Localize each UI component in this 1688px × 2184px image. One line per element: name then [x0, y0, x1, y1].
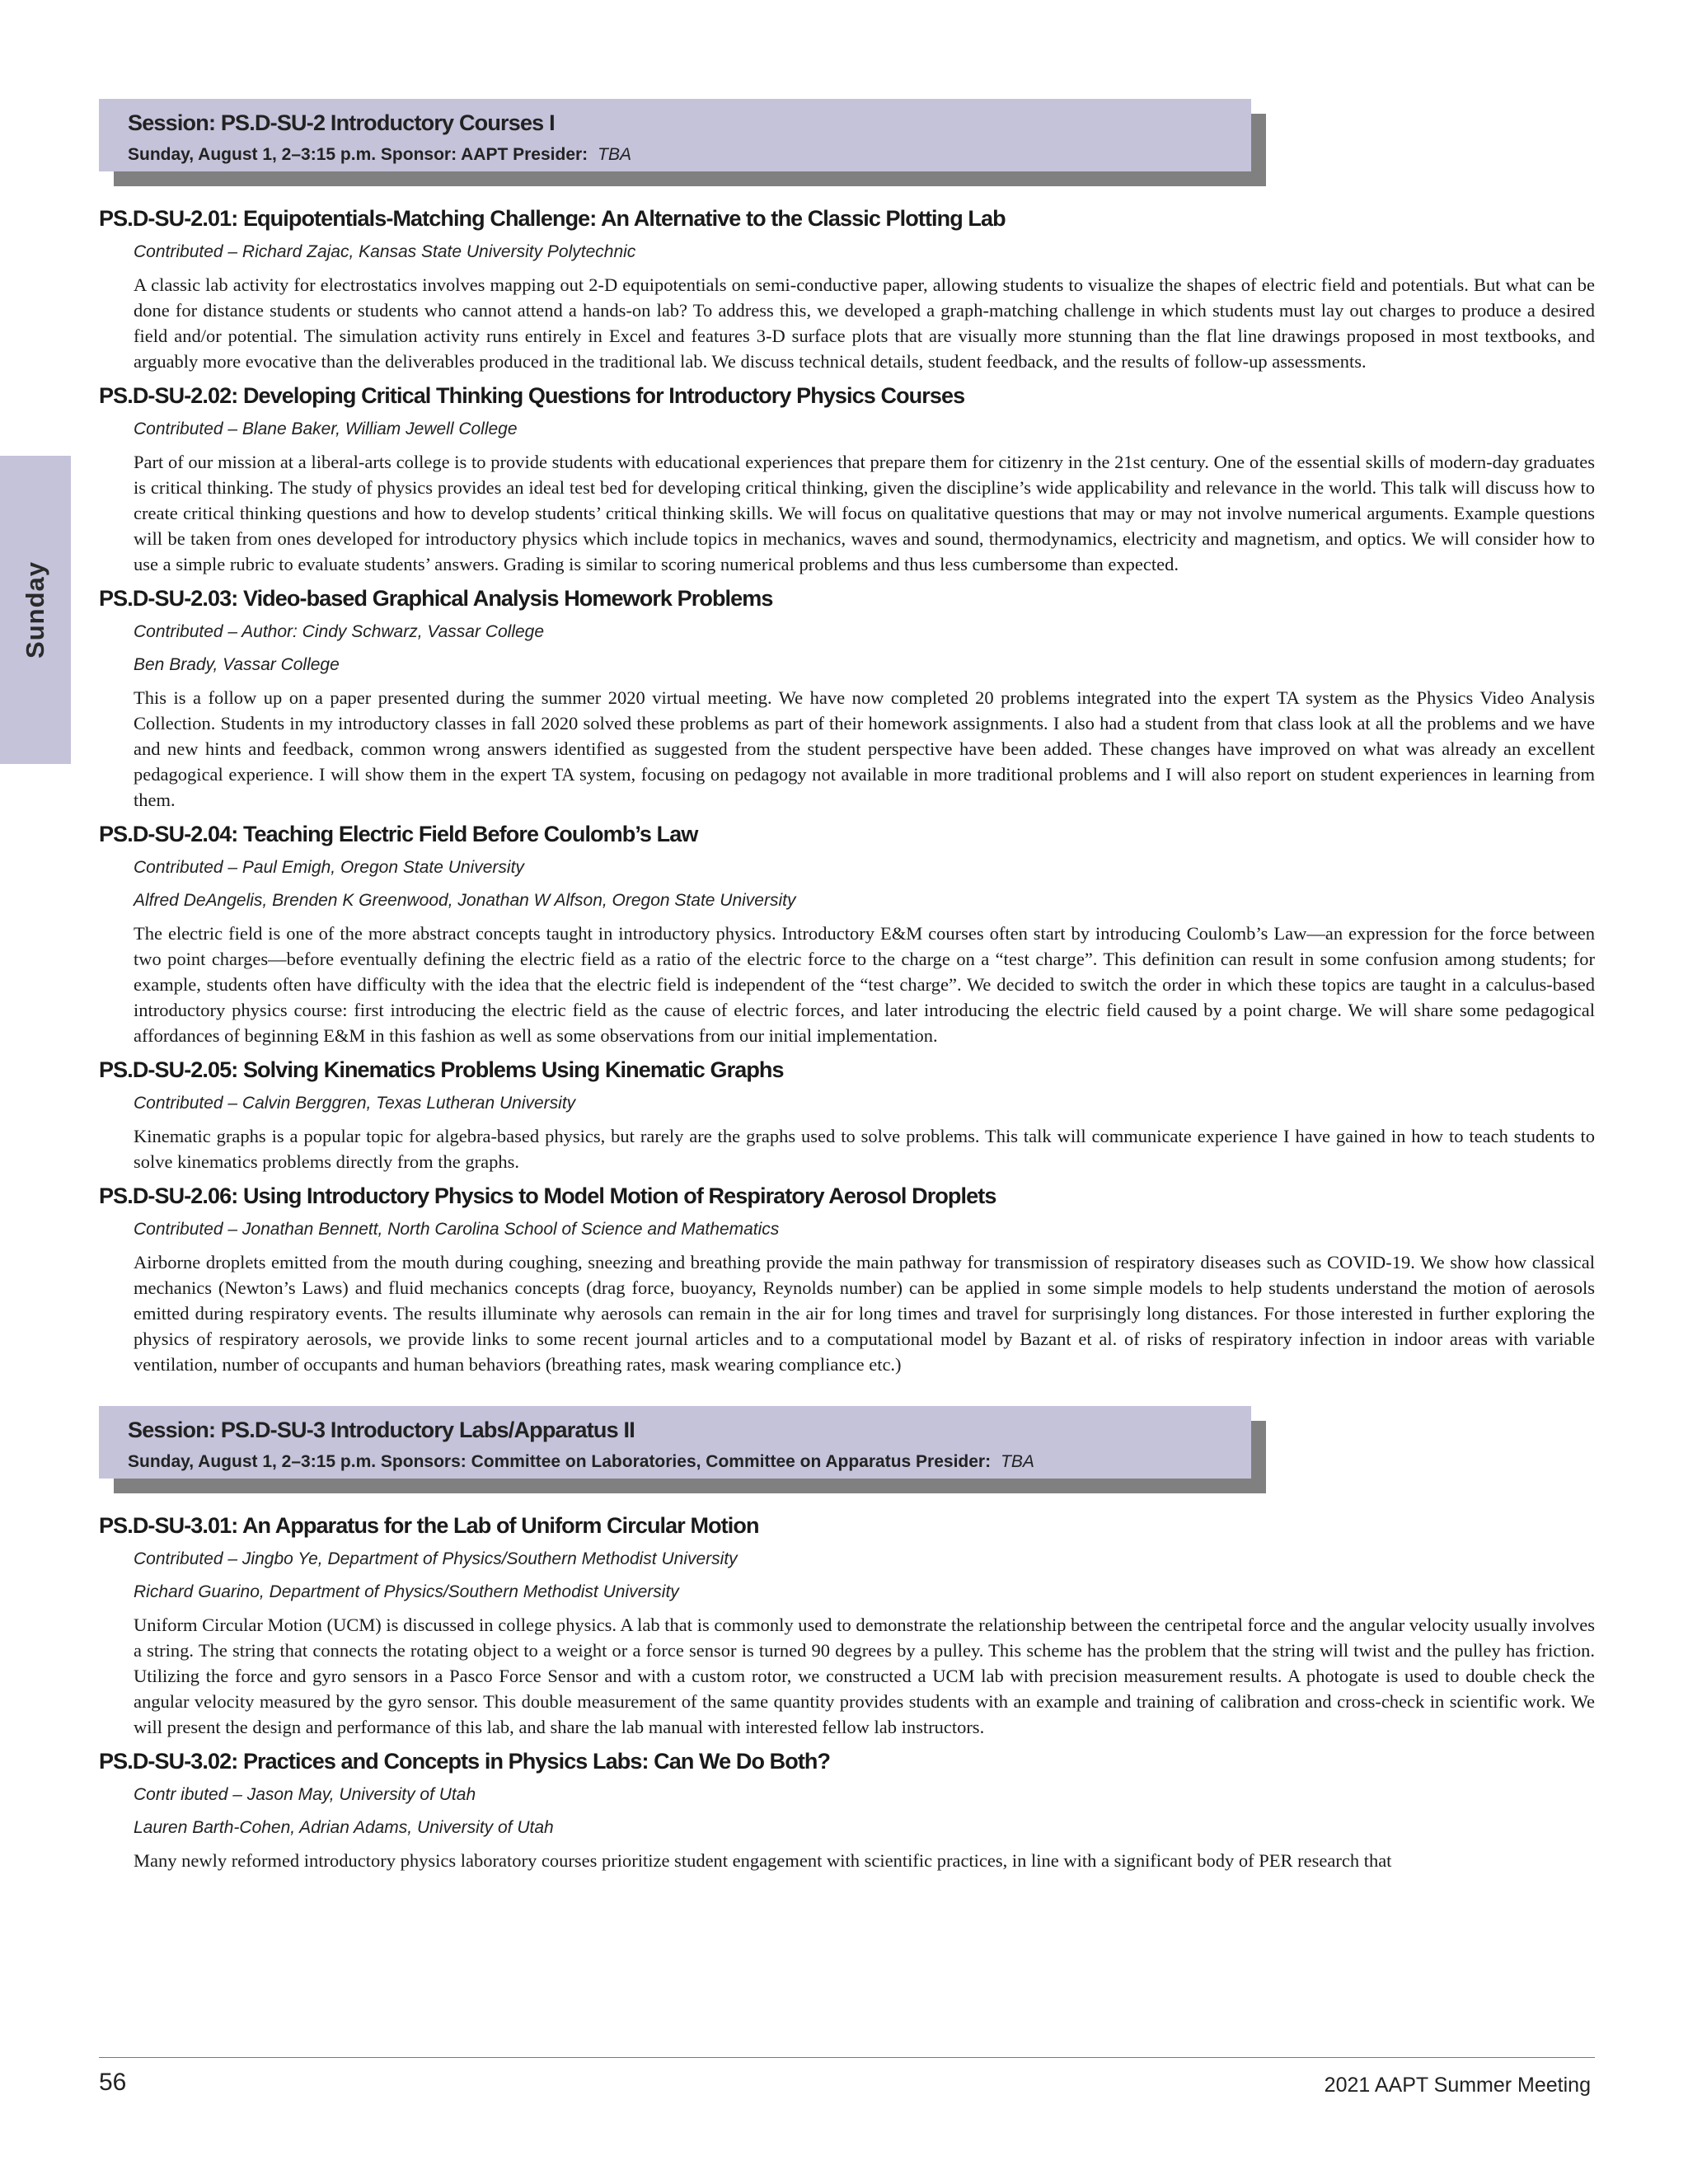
page-content [99, 99, 1595, 1881]
session-presider: TBA [598, 145, 632, 164]
session-meta [128, 1452, 1034, 1472]
abstract [99, 1056, 1595, 1174]
abstract-title: PS.D-SU-2.06: Using Introductory Physics to Model Motion of Respiratory Aerosol Droplets [99, 1183, 996, 1208]
abstract [99, 382, 1595, 577]
side-tab [0, 456, 71, 764]
session-title: Session: PS.D-SU-3 Introductory Labs/Apparatus II [128, 1418, 635, 1442]
abstract-title: PS.D-SU-2.04: Teaching Electric Field Before Coulomb’s Law [99, 822, 698, 846]
page-number: 56 [99, 2069, 127, 2096]
abstract-title: PS.D-SU-2.02: Developing Critical Thinking Questions for Introductory Physics Courses [99, 383, 965, 408]
abstract [99, 584, 1595, 813]
abstract-title: PS.D-SU-2.05: Solving Kinematics Problems Using Kinematic Graphs [99, 1057, 784, 1082]
abstract-title: PS.D-SU-2.01: Equipotentials-Matching Challenge: An Alternative to the Classic Plotting Lab [99, 206, 1006, 231]
abstract-body: A classic lab activity for electrostatics involves mapping out 2-D equipotentials on semi-conductive paper, allowing students to visualize the shapes of electric field and potentials. But what can be done for distance students or students who cannot attend a hands-on lab? To address this, we developed a graph-matching challenge in which students must lay out charges to produce a desired field and/or potential. The simulation activity runs entirely in Excel and features 3-D surface plots that are visually more stunning than the flat line drawings proposed in most textbooks, and arguably more evocative than the deliverables produced in the traditional lab. We discuss technical details, student feedback, and the results of follow-up assessments. [134, 274, 1595, 372]
footer-rule [99, 2057, 1595, 2058]
abstract [99, 204, 1595, 374]
abstract-byline: Contributed – Calvin Berggren, Texas Lutheran University [134, 1094, 576, 1113]
abstract-byline: Contributed – Jingbo Ye, Department of Physics/Southern Methodist University [134, 1549, 738, 1568]
abstract-title: PS.D-SU-3.02: Practices and Concepts in Physics Labs: Can We Do Both? [99, 1749, 831, 1774]
abstract-coauthors: Lauren Barth-Cohen, Adrian Adams, University of Utah [134, 1818, 554, 1837]
abstract [99, 1511, 1595, 1740]
abstract-byline: Contributed – Jonathan Bennett, North Carolina School of Science and Mathematics [134, 1220, 780, 1239]
abstract-byline: Contributed – Richard Zajac, Kansas State University Polytechnic [134, 242, 636, 261]
session-presider: TBA [1001, 1452, 1034, 1471]
abstract-body: Airborne droplets emitted from the mouth during coughing, sneezing and breathing provide the main pathway for transmission of respiratory diseases such as COVID-19. We show how classical mechanics (Newton’s Laws) and fluid mechanics concepts (drag force, buoyancy, Reynolds number) can be applied in some simple models to help students understand the motion of aerosols emitted during respiratory events. The results illuminate why aerosols can remain in the air for long times and travel for surprisingly long distances. For those interested in further exploring the physics of respiratory aerosols, we provide links to some recent journal articles and to a computational model by Bazant et al. of risks of respiratory infection in indoor areas with variable ventilation, number of occupants and human behaviors (breathing rates, mask wearing compliance etc.) [134, 1252, 1595, 1375]
abstract-coauthors: Alfred DeAngelis, Brenden K Greenwood, Jonathan W Alfson, Oregon State University [134, 891, 796, 910]
abstract-title: PS.D-SU-3.01: An Apparatus for the Lab of Uniform Circular Motion [99, 1513, 759, 1538]
session-meta-text: Sunday, August 1, 2–3:15 p.m. Sponsor: AAPT Presider: [128, 145, 588, 164]
session-spacer [99, 1385, 1595, 1406]
abstract-coauthors: Richard Guarino, Department of Physics/Southern Methodist University [134, 1582, 679, 1601]
session-header-box [99, 1406, 1251, 1479]
abstract-byline: Contributed – Blane Baker, William Jewell College [134, 419, 518, 438]
abstract-coauthors: Ben Brady, Vassar College [134, 655, 340, 674]
abstract-body: This is a follow up on a paper presented during the summer 2020 virtual meeting. We have now completed 20 problems integrated into the expert TA system as the Physics Video Analysis Collection. Students in my introductory classes in fall 2020 solved these problems as part of their homework assignments. I also had a student from that class look at all the problems and we have and new hints and feedback, common wrong answers identified as suggested from the student perspective have been added. These changes have improved on what was already an excellent pedagogical experience. I will show them in the expert TA system, focusing on pedagogy not available in more traditional problems and I will also report on student experiences in learning from them. [134, 687, 1595, 810]
session-header [99, 1406, 1595, 1495]
session-title: Session: PS.D-SU-2 Introductory Courses I [128, 110, 555, 135]
abstract-body: The electric field is one of the more abstract concepts taught in introductory physics. Introductory E&M courses often start by introducing Coulomb’s Law—an expression for the force between two point charges—before eventually defining the electric field as a ratio of the electric force to the charge on a “test charge”. This definition can result in some confusion among students; for example, students often have difficulty with the idea that the electric field is independent of the “test charge”. We decided to switch the order in which these topics are taught in a calculus-based introductory physics course: first introducing the electric field as the cause of electric forces, and later introducing the electric field caused by a point charge. We will share some pedagogical affordances of beginning E&M in this fashion as well as some observations from our initial implementation. [134, 923, 1595, 1046]
abstract [99, 1182, 1595, 1377]
abstract-title: PS.D-SU-2.03: Video-based Graphical Analysis Homework Problems [99, 586, 773, 611]
running-title: 2021 AAPT Summer Meeting [1324, 2074, 1591, 2097]
abstract-body: Many newly reformed introductory physics laboratory courses prioritize student engagement with scientific practices, in line with a significant body of PER research that [134, 1850, 1392, 1871]
session-header [99, 99, 1595, 188]
abstract-byline: Contributed – Author: Cindy Schwarz, Vassar College [134, 622, 545, 641]
abstract-body: Uniform Circular Motion (UCM) is discussed in college physics. A lab that is commonly used to demonstrate the relationship between the centripetal force and the angular velocity usually involves a string. The string that connects the rotating object to a weight or a force sensor is turned 90 degrees by a pulley. This scheme has the problem that the string will twist and the pulley has friction. Utilizing the force and gyro sensors in a Pasco Force Sensor and with a custom rotor, we constructed a UCM lab with precision measurement results. A photogate is used to double check the angular velocity measured by the gyro sensor. This double measurement of the same quantity provides students with an example and training of calibration and cross-check in scientific work. We will present the design and performance of this lab, and share the lab manual with interested fellow lab instructors. [134, 1615, 1595, 1737]
session-meta-text: Sunday, August 1, 2–3:15 p.m. Sponsors: Committee on Laboratories, Committee on Apparatus Presider: [128, 1452, 992, 1471]
abstract-body: Part of our mission at a liberal-arts college is to provide students with educational experiences that prepare them for citizenry in the 21st century. One of the essential skills of modern-day graduates is critical thinking. The study of physics provides an ideal test bed for developing critical thinking, given the discipline’s wide applicability and relevance in the world. This talk will discuss how to create critical thinking questions and how to develop students’ critical thinking skills. We will focus on qualitative questions that may or may not involve numerical arguments. Example questions will be taken from ones developed for introductory physics which include topics in mechanics, waves and sound, thermodynamics, electricity and magnetism, and optics. We will consider how to use a simple rubric to evaluate students’ answers. Grading is similar to scoring numerical problems and thus less cumbersome than expected. [134, 452, 1595, 574]
side-tab-label: Sunday [21, 561, 49, 658]
session-meta [128, 145, 631, 165]
session-header-box [99, 99, 1251, 171]
abstract-body: Kinematic graphs is a popular topic for algebra-based physics, but rarely are the graphs used to solve problems. This talk will communicate experience I have gained in how to teach students to solve kinematics problems directly from the graphs. [134, 1126, 1595, 1172]
abstract [99, 820, 1595, 1048]
abstract [99, 1747, 1595, 1873]
abstract-byline: Contributed – Paul Emigh, Oregon State University [134, 858, 524, 877]
abstract-byline: Contr ibuted – Jason May, University of Utah [134, 1785, 476, 1804]
